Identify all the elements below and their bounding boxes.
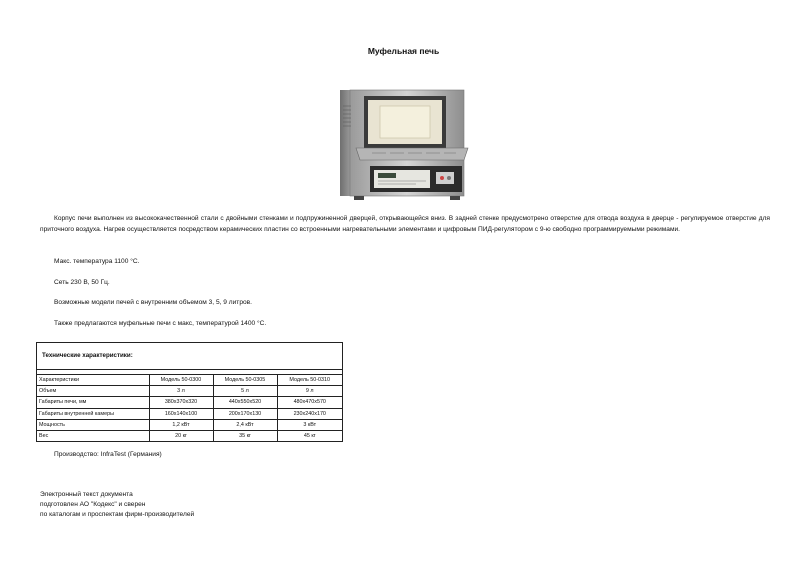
table-cell: 480x470x570 — [277, 397, 342, 408]
footer-line: подготовлен АО "Кодекс" и сверен — [40, 501, 146, 508]
table-row — [37, 397, 342, 408]
table-cell: 440x550x520 — [213, 397, 277, 408]
table-cell: 1,2 кВт — [149, 419, 213, 430]
table-row — [37, 408, 342, 419]
specs-grid — [37, 375, 342, 441]
table-cell: 45 кг — [277, 430, 342, 441]
muffle-furnace-photo — [336, 86, 472, 204]
header-cell: Модель 50-0305 — [213, 375, 277, 386]
table-row — [37, 430, 342, 441]
table-cell: 2,4 кВт — [213, 419, 277, 430]
table-cell: 5 л — [213, 386, 277, 397]
header-cell: Характеристики — [37, 375, 149, 386]
models-note-text: Возможные модели печей с внутренним объемом 3, 5, 9 литров. — [54, 299, 252, 306]
table-cell: Габариты печи, мм — [37, 397, 149, 408]
table-cell: Габариты внутренней камеры — [37, 408, 149, 419]
header-cell: Модель 50-0310 — [277, 375, 342, 386]
footer-line: по каталогам и проспектам фирм-производителей — [40, 511, 195, 518]
table-cell: 35 кг — [213, 430, 277, 441]
description-paragraph: Корпус печи выполнен из высококачественной стали с двойными стенками и подпружиненной дверцей, открывающейся вниз. В задней стенке предусмотрено отверстие для отвода воздуха в дверце - регулируемое отверстие для приточного воздуха. Нагрев осуществляется посредством керамических пластин со встроенными нагревательными элементами и цифровым ПИД-регулятором с 9-ю свободно программируемыми режимами. — [40, 215, 770, 233]
page-title: Муфельная печь — [367, 46, 440, 56]
max-temperature-text: Макс. температура 1100 °С. — [54, 258, 140, 265]
table-cell: 20 кг — [149, 430, 213, 441]
table-header-row — [37, 375, 342, 386]
table-cell: 380x370x320 — [149, 397, 213, 408]
manufacturer-text: Производство: InfraTest (Германия) — [54, 451, 162, 458]
table-cell: Мощность — [37, 419, 149, 430]
table-row — [37, 419, 342, 430]
table-cell: 230x240x170 — [277, 408, 342, 419]
table-cell: 3 л — [149, 386, 213, 397]
footer-line: Электронный текст документа — [40, 491, 133, 498]
table-cell: 200x170x130 — [213, 408, 277, 419]
table-cell: Вес — [37, 430, 149, 441]
document-footer — [40, 490, 194, 520]
header-cell: Модель 50-0300 — [149, 375, 213, 386]
power-supply-text: Сеть 230 В, 50 Гц. — [54, 279, 110, 286]
table-cell: Объем — [37, 386, 149, 397]
specs-table — [36, 342, 343, 442]
table-cell: 9 л — [277, 386, 342, 397]
high-temp-note-text: Также предлагаются муфельные печи с макс, температурой 1400 °С. — [54, 320, 267, 327]
table-row — [37, 386, 342, 397]
table-cell: 160x140x100 — [149, 408, 213, 419]
specs-caption: Технические характеристики: — [37, 343, 342, 370]
table-cell: 3 кВт — [277, 419, 342, 430]
